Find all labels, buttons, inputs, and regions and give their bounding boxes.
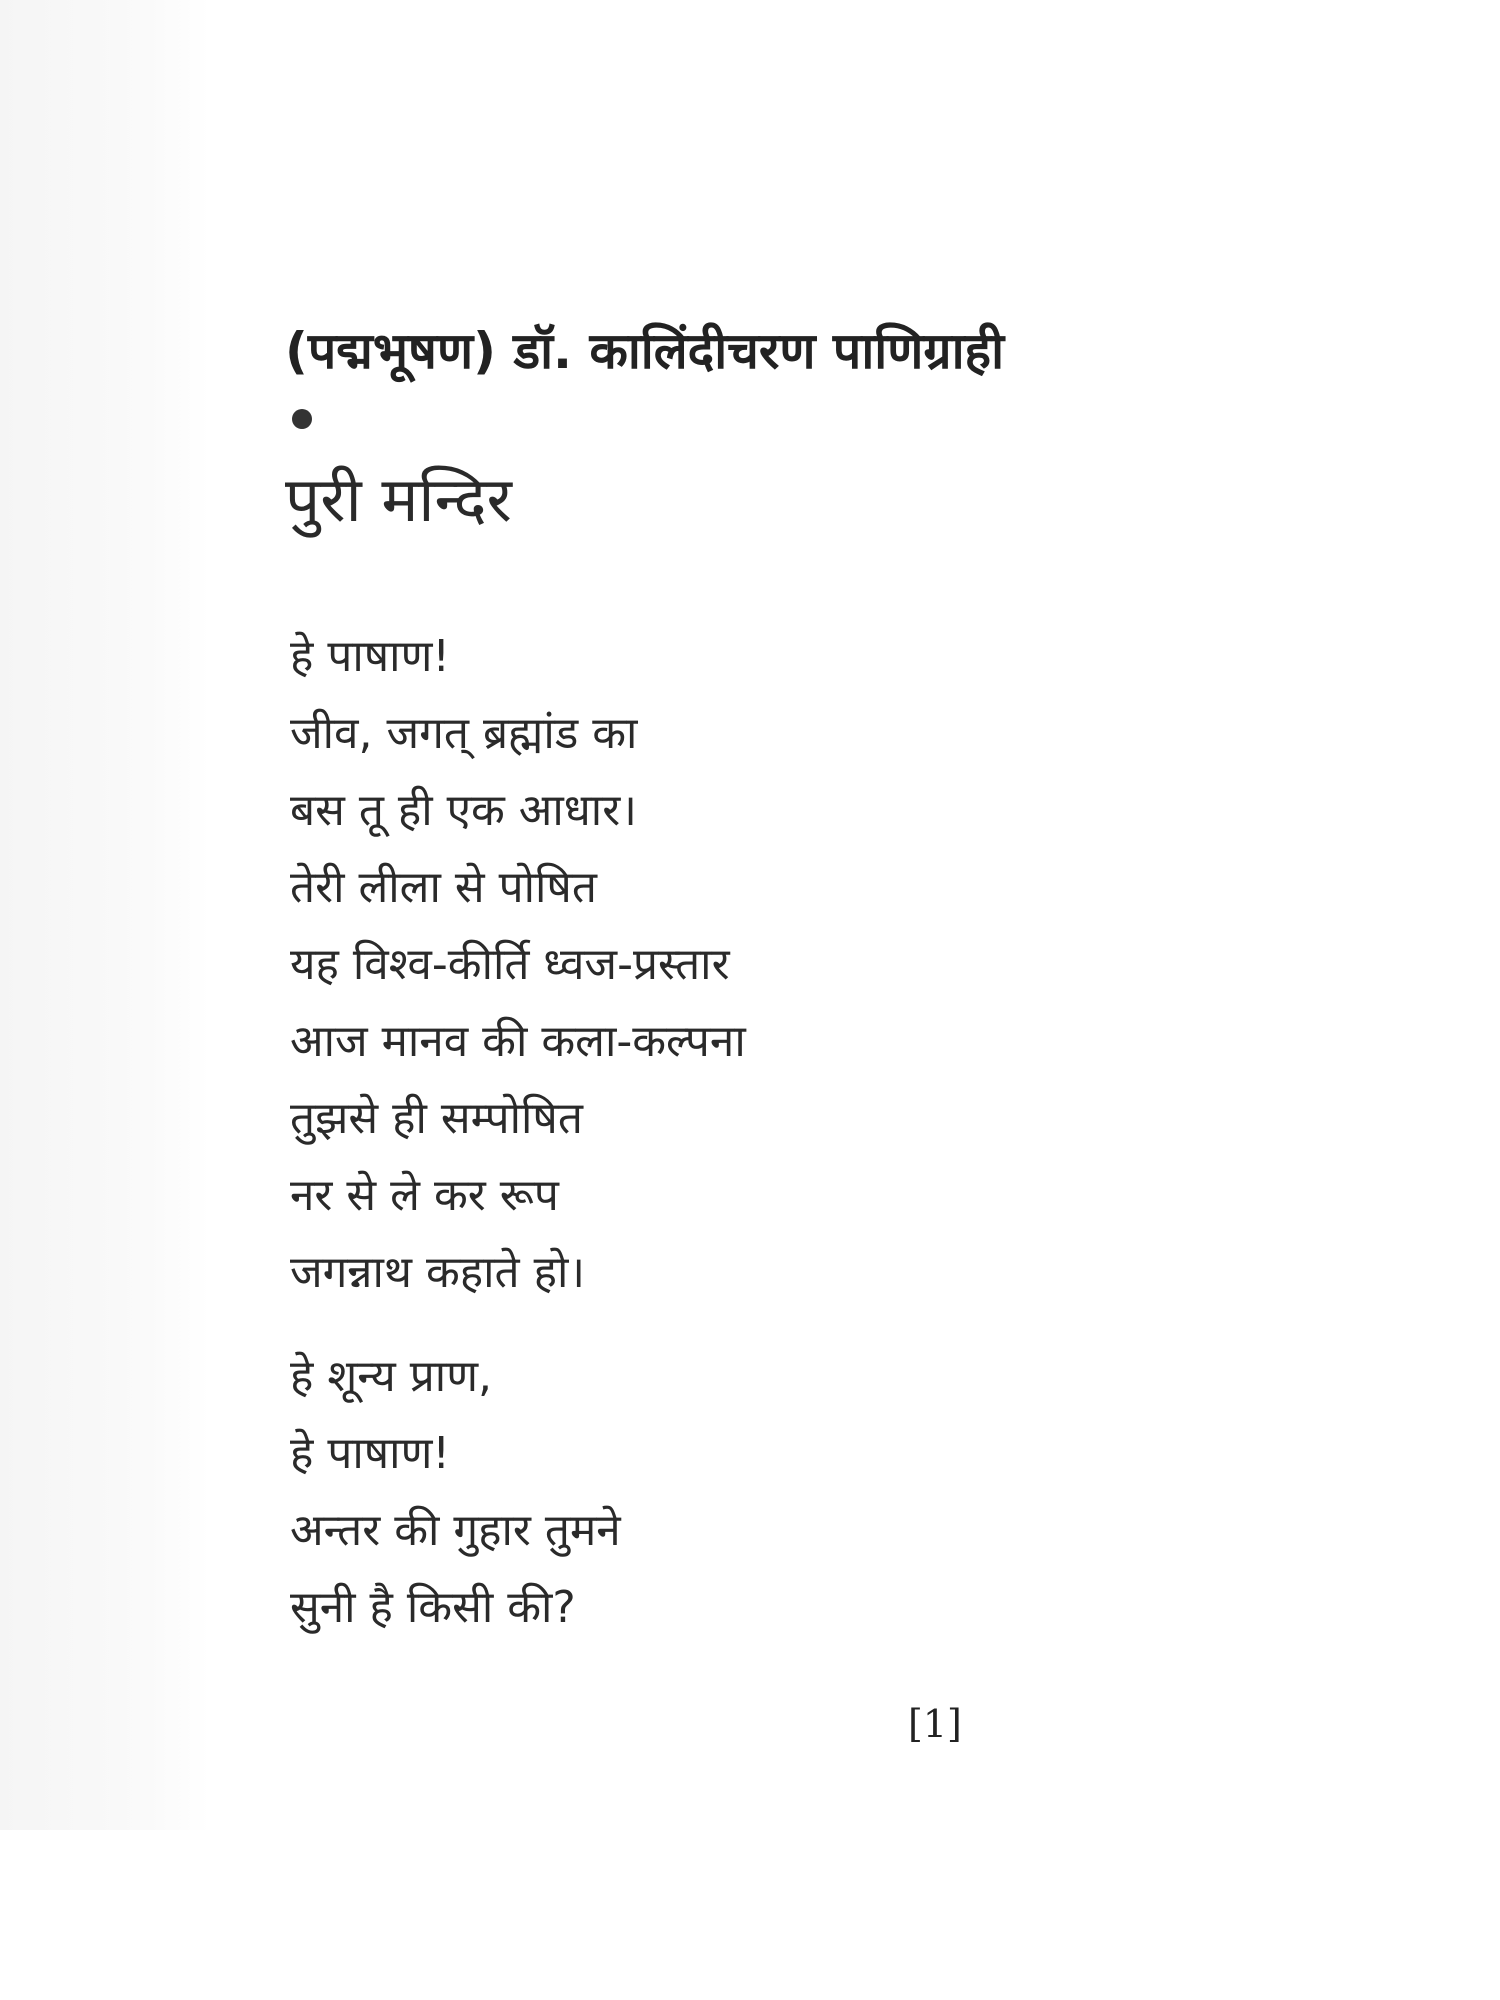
stanza-2	[290, 1338, 621, 1646]
poem-line: सुनी है किसी की?	[290, 1582, 576, 1633]
poem-line: तेरी लीला से पोषित	[290, 862, 597, 913]
poem-line: बस तू ही एक आधार।	[290, 785, 637, 836]
scan-edge-shadow	[0, 0, 210, 1830]
poem-title: पुरी मन्दिर	[285, 463, 512, 536]
author-name: (पद्मभूषण) डॉ. कालिंदीचरण पाणिग्राही	[285, 322, 1005, 380]
poem-line: हे पाषाण!	[290, 631, 451, 682]
poem-line: हे पाषाण!	[290, 1428, 451, 1479]
poem-line: यह विश्व-कीर्ति ध्वज-प्रस्तार	[290, 939, 730, 990]
poem-line: अन्तर की गुहार तुमने	[290, 1505, 621, 1556]
bullet-dot-icon	[292, 409, 312, 429]
poem-line: हे शून्य प्राण,	[290, 1351, 492, 1402]
poem-line: जीव, जगत् ब्रह्मांड का	[290, 708, 638, 759]
stanza-1	[290, 618, 746, 1311]
page-number: [1]	[908, 1702, 962, 1746]
poem-line: आज मानव की कला-कल्पना	[290, 1016, 746, 1067]
poem-line: जगन्नाथ कहाते हो।	[290, 1247, 586, 1298]
poem-line: नर से ले कर रूप	[290, 1170, 559, 1221]
poem-line: तुझसे ही सम्पोषित	[290, 1093, 583, 1144]
